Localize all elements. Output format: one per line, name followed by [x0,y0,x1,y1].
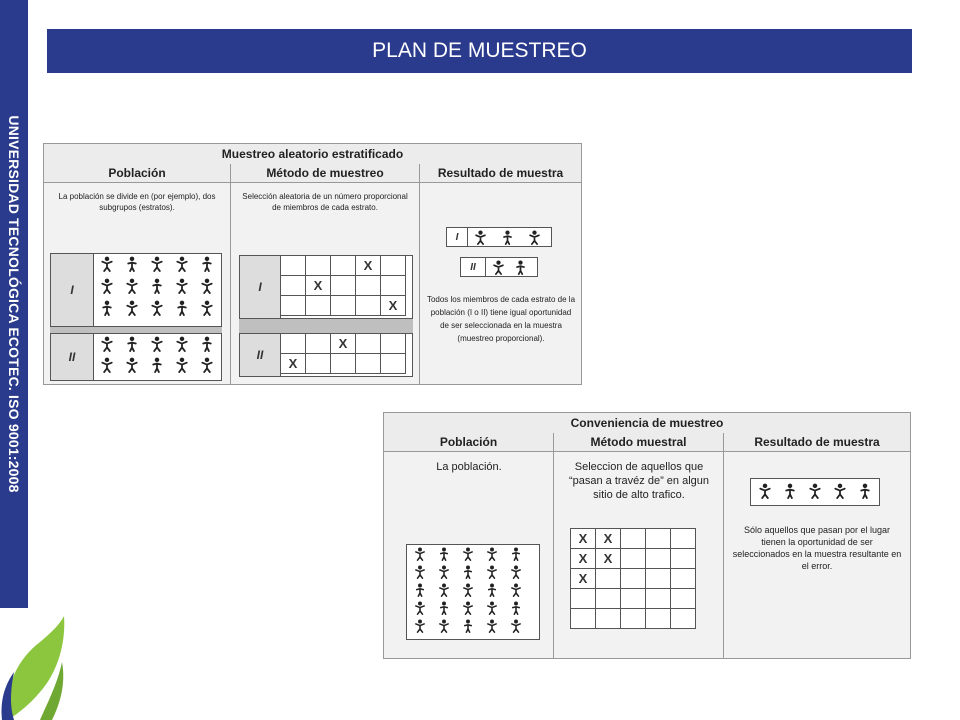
person-icon [149,256,165,272]
convenience-col-resultado-header: Resultado de muestra [724,433,910,452]
person-icon [485,619,499,633]
person-icon [857,483,873,499]
person-icon [437,565,451,579]
person-icon [485,547,499,561]
stratified-title: Muestreo aleatorio estratificado [44,144,581,165]
stratified-col-poblacion [44,183,231,384]
result-stratum-2 [460,257,538,277]
stratified-sampling-table [43,143,582,385]
stratified-col-resultado [420,183,581,384]
population-stratum-2 [50,333,222,381]
person-icon [485,601,499,615]
person-icon [149,357,165,373]
stratified-col-poblacion-header: Población [44,164,231,183]
person-icon [413,619,427,633]
leaf-logo-icon [0,612,70,720]
university-name: UNIVERSIDAD TECNOLÓGICA ECOTEC. ISO 9001:2008 [6,115,22,493]
person-icon [461,565,475,579]
person-icon [99,336,115,352]
person-icon [509,583,523,597]
person-icon [199,278,215,294]
person-icon [174,300,190,316]
person-icon [500,230,515,245]
convenience-method-grid: X X X X X [570,528,696,629]
person-icon [437,601,451,615]
method-stratum-1 [239,255,413,319]
result-stratum-1-label: I [447,228,468,246]
result-stratum-2-label: II [461,258,486,276]
method-grid-1: X X X [280,255,406,316]
stratified-col-metodo [231,183,420,384]
convenience-population-box [406,544,540,640]
person-icon [782,483,798,499]
convenience-col-resultado [724,452,910,658]
person-icon [509,547,523,561]
person-icon [99,256,115,272]
person-icon [527,230,542,245]
person-icon [199,256,215,272]
person-icon [99,278,115,294]
person-icon [149,278,165,294]
person-icon [473,230,488,245]
convenience-col-metodo [554,452,724,658]
person-icon [509,565,523,579]
person-icon [124,256,140,272]
person-icon [461,583,475,597]
person-icon [485,565,499,579]
convenience-resultado-desc: Sólo aquellos que pasan por el lugar tienen la oportunidad de ser seleccionados en la muestra resultante en el error. [732,525,902,571]
person-icon [199,357,215,373]
convenience-sampling-table [383,412,911,659]
sidebar-banner [0,0,28,608]
person-icon [413,601,427,615]
convenience-result-box [750,478,880,506]
person-icon [509,619,523,633]
stratum-1-label: I [51,254,94,326]
person-icon [199,336,215,352]
person-icon [413,565,427,579]
convenience-poblacion-desc: La población. [436,461,502,473]
person-icon [174,278,190,294]
person-icon [757,483,773,499]
person-icon [807,483,823,499]
person-icon [491,260,506,275]
person-icon [99,357,115,373]
person-icon [509,601,523,615]
person-icon [149,300,165,316]
stratified-poblacion-desc: La población se divide en (por ejemplo), dos subgrupos (estratos). [58,192,216,212]
person-icon [437,619,451,633]
convenience-col-poblacion-header: Población [384,433,554,452]
person-icon [99,300,115,316]
person-icon [199,300,215,316]
person-icon [124,278,140,294]
person-icon [832,483,848,499]
person-icon [124,300,140,316]
convenience-col-poblacion [384,452,554,658]
person-icon [461,619,475,633]
person-icon [461,547,475,561]
stratified-metodo-desc: Selección aleatoria de un número proporcional de miembros de cada estrato. [242,192,408,212]
person-icon [513,260,528,275]
person-icon [437,583,451,597]
method-divider [239,319,413,333]
method-stratum-2-label: II [240,334,281,376]
person-icon [485,583,499,597]
page-title [47,29,912,73]
person-icon [174,336,190,352]
convenience-metodo-desc: Seleccion de aquellos que “pasan a travéz de” en algun sitio de alto trafico. [568,461,710,501]
person-icon [413,583,427,597]
person-icon [437,547,451,561]
person-icon [149,336,165,352]
person-icon [124,336,140,352]
convenience-title: Conveniencia de muestreo [384,413,910,434]
person-icon [124,357,140,373]
stratified-col-resultado-header: Resultado de muestra [420,164,581,183]
page-title-text: PLAN DE MUESTREO [372,39,587,62]
result-stratum-1 [446,227,552,247]
stratified-col-metodo-header: Método de muestreo [231,164,420,183]
person-icon [174,357,190,373]
person-icon [461,601,475,615]
convenience-col-metodo-header: Método muestral [554,433,724,452]
person-icon [413,547,427,561]
stratified-resultado-desc: Todos los miembros de cada estrato de la población (I o II) tiene igual oportunidad de ser seleccionada en la muestra (muestreo proporcional). [426,295,576,343]
population-stratum-1 [50,253,222,327]
method-stratum-1-label: I [240,256,281,318]
person-icon [174,256,190,272]
method-stratum-2 [239,333,413,377]
stratum-2-label: II [51,334,94,380]
method-grid-2: X X [280,333,406,374]
